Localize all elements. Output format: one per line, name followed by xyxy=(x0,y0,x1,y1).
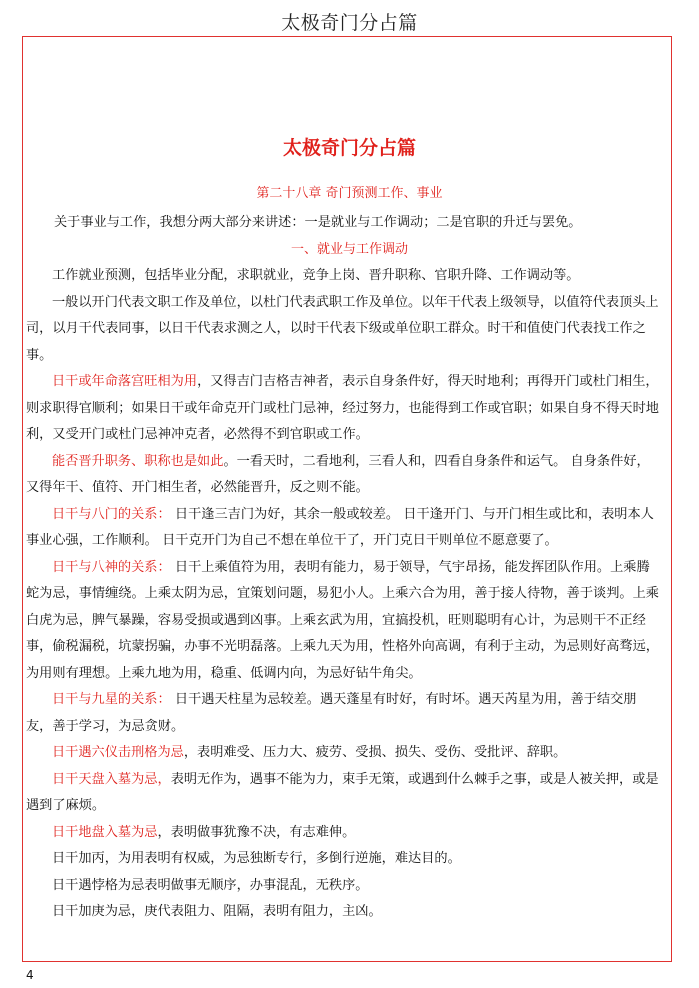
paragraph xyxy=(26,369,660,449)
page-header-title: 太极奇门分占篇 xyxy=(281,12,418,34)
paragraph-text: 日干遇悖格为忌表明做事无顺序，办事混乱，无秩序。 xyxy=(52,877,369,893)
paragraph-text: 日干加丙，为用表明有权威，为忌独断专行，多倒行逆施，难达目的。 xyxy=(52,851,461,866)
paragraph-lead: 日干遇六仪击刑格为忌 xyxy=(52,745,184,760)
paragraph xyxy=(26,555,660,688)
paragraph xyxy=(26,687,660,740)
paragraph-text: 日干遇天柱星为忌较差。遇天蓬星有时好，有时坏。遇天芮星为用，善于结交朋友，善于学习，为忌贪财。 xyxy=(26,692,637,734)
paragraph-lead: 日干与八门的关系： xyxy=(52,506,171,522)
paragraph xyxy=(26,740,660,767)
paragraph-text: 日干加庚为忌，庚代表阻力、阻隔，表明有阻力，主凶。 xyxy=(52,904,382,919)
paragraph xyxy=(26,767,660,820)
document-title: 太极奇门分占篇 xyxy=(282,137,416,159)
paragraph xyxy=(26,899,660,926)
paragraph-lead: 日干天盘入墓为忌， xyxy=(52,771,171,787)
paragraph xyxy=(26,502,660,555)
paragraph-text: ，表明难受、压力大、疲劳、受损、损失、受伤、受批评、辞职。 xyxy=(183,745,567,760)
paragraph-text: ，表明做事犹豫不决，有志难伸。 xyxy=(157,824,356,840)
paragraph-text: 工作就业预测，包括毕业分配，求职就业，竞争上岗、晋升职称、官职升降、工作调动等。 xyxy=(52,268,580,283)
paragraph xyxy=(26,846,660,873)
paragraph-text: ，又得吉门吉格吉神者，表示自身条件好，得天时地利；再得开门或杜门相生，则求职得官顺利；如果日干或年命克开门或杜门忌神，经过努力，也能得到工作或官职；如果自身不得天时地利，又受开门或杜门忌神冲克者，必然得不到官职或工作。 xyxy=(26,374,659,442)
paragraph xyxy=(26,820,660,847)
chapter-heading: 第二十八章 奇门预测工作、事业 xyxy=(256,186,443,201)
paragraph xyxy=(26,263,660,290)
paragraph-text: 一般以开门代表文职工作及单位，以杜门代表武职工作及单位。以年干代表上级领导，以值符代表顶头上司，以月干代表同事，以日干代表求测之人，以时干代表下级或单位职工群众。时干和值使门代表找工作之事。 xyxy=(26,294,659,363)
paragraph-lead: 日干地盘入墓为忌 xyxy=(52,824,158,840)
paragraph xyxy=(26,290,660,370)
paragraph-text: 日干上乘值符为用，表明有能力，易于领导，气宇昂扬，能发挥团队作用。上乘腾蛇为忌，事情缠绕。上乘太阴为忌，宜策划问题，易犯小人。上乘六合为用，善于接人待物，善于谈判。上乘白虎为忌，脾气暴躁，容易受损或遇到凶事。上乘玄武为用，宜搞投机，旺则聪明有心计，为忌则干不正经事，偷税漏税，坑蒙拐骗，办事不光明磊落。上乘九天为用，性格外向高调，有利于主动，为忌则好高骛远，为用则有理想。上乘九地为用，稳重、低调内向，为忌好钻牛角尖。 xyxy=(26,559,659,681)
paragraph-lead: 能否晋升职务、职称也是如此 xyxy=(52,453,224,469)
paragraph-lead: 日干与九星的关系： xyxy=(52,692,171,707)
page-number: 4 xyxy=(26,968,34,982)
paragraph-lead: 日干或年命落宫旺相为用 xyxy=(52,374,198,389)
paragraph-text: 日干逢三吉门为好，其余一般或较差。 日干逢开门、与开门相生或比和，表明本人事业心强，工作顺利。 日干克开门为自己不想在单位干了，开门克日干则单位不愿意要了。 xyxy=(26,506,654,548)
section-heading: 一、就业与工作调动 xyxy=(290,241,408,257)
intro-paragraph: 关于事业与工作，我想分两大部分来讲述：一是就业与工作调动；二是官职的升迁与罢免。 xyxy=(54,215,582,230)
paragraph-text: 表明无作为，遇事不能为力，束手无策，或遇到什么棘手之事，或是人被关押，或是遇到了麻烦。 xyxy=(26,771,659,813)
paragraph-text: 。一看天时，二看地利，三看人和，四看自身条件和运气。 自身条件好， 又得年干、值符、开门相生者，必然能晋升，反之则不能。 xyxy=(26,453,650,495)
paragraph-lead: 日干与八神的关系： xyxy=(52,559,171,575)
paragraph xyxy=(26,449,660,502)
paragraph xyxy=(26,873,660,900)
document-body xyxy=(26,210,660,926)
